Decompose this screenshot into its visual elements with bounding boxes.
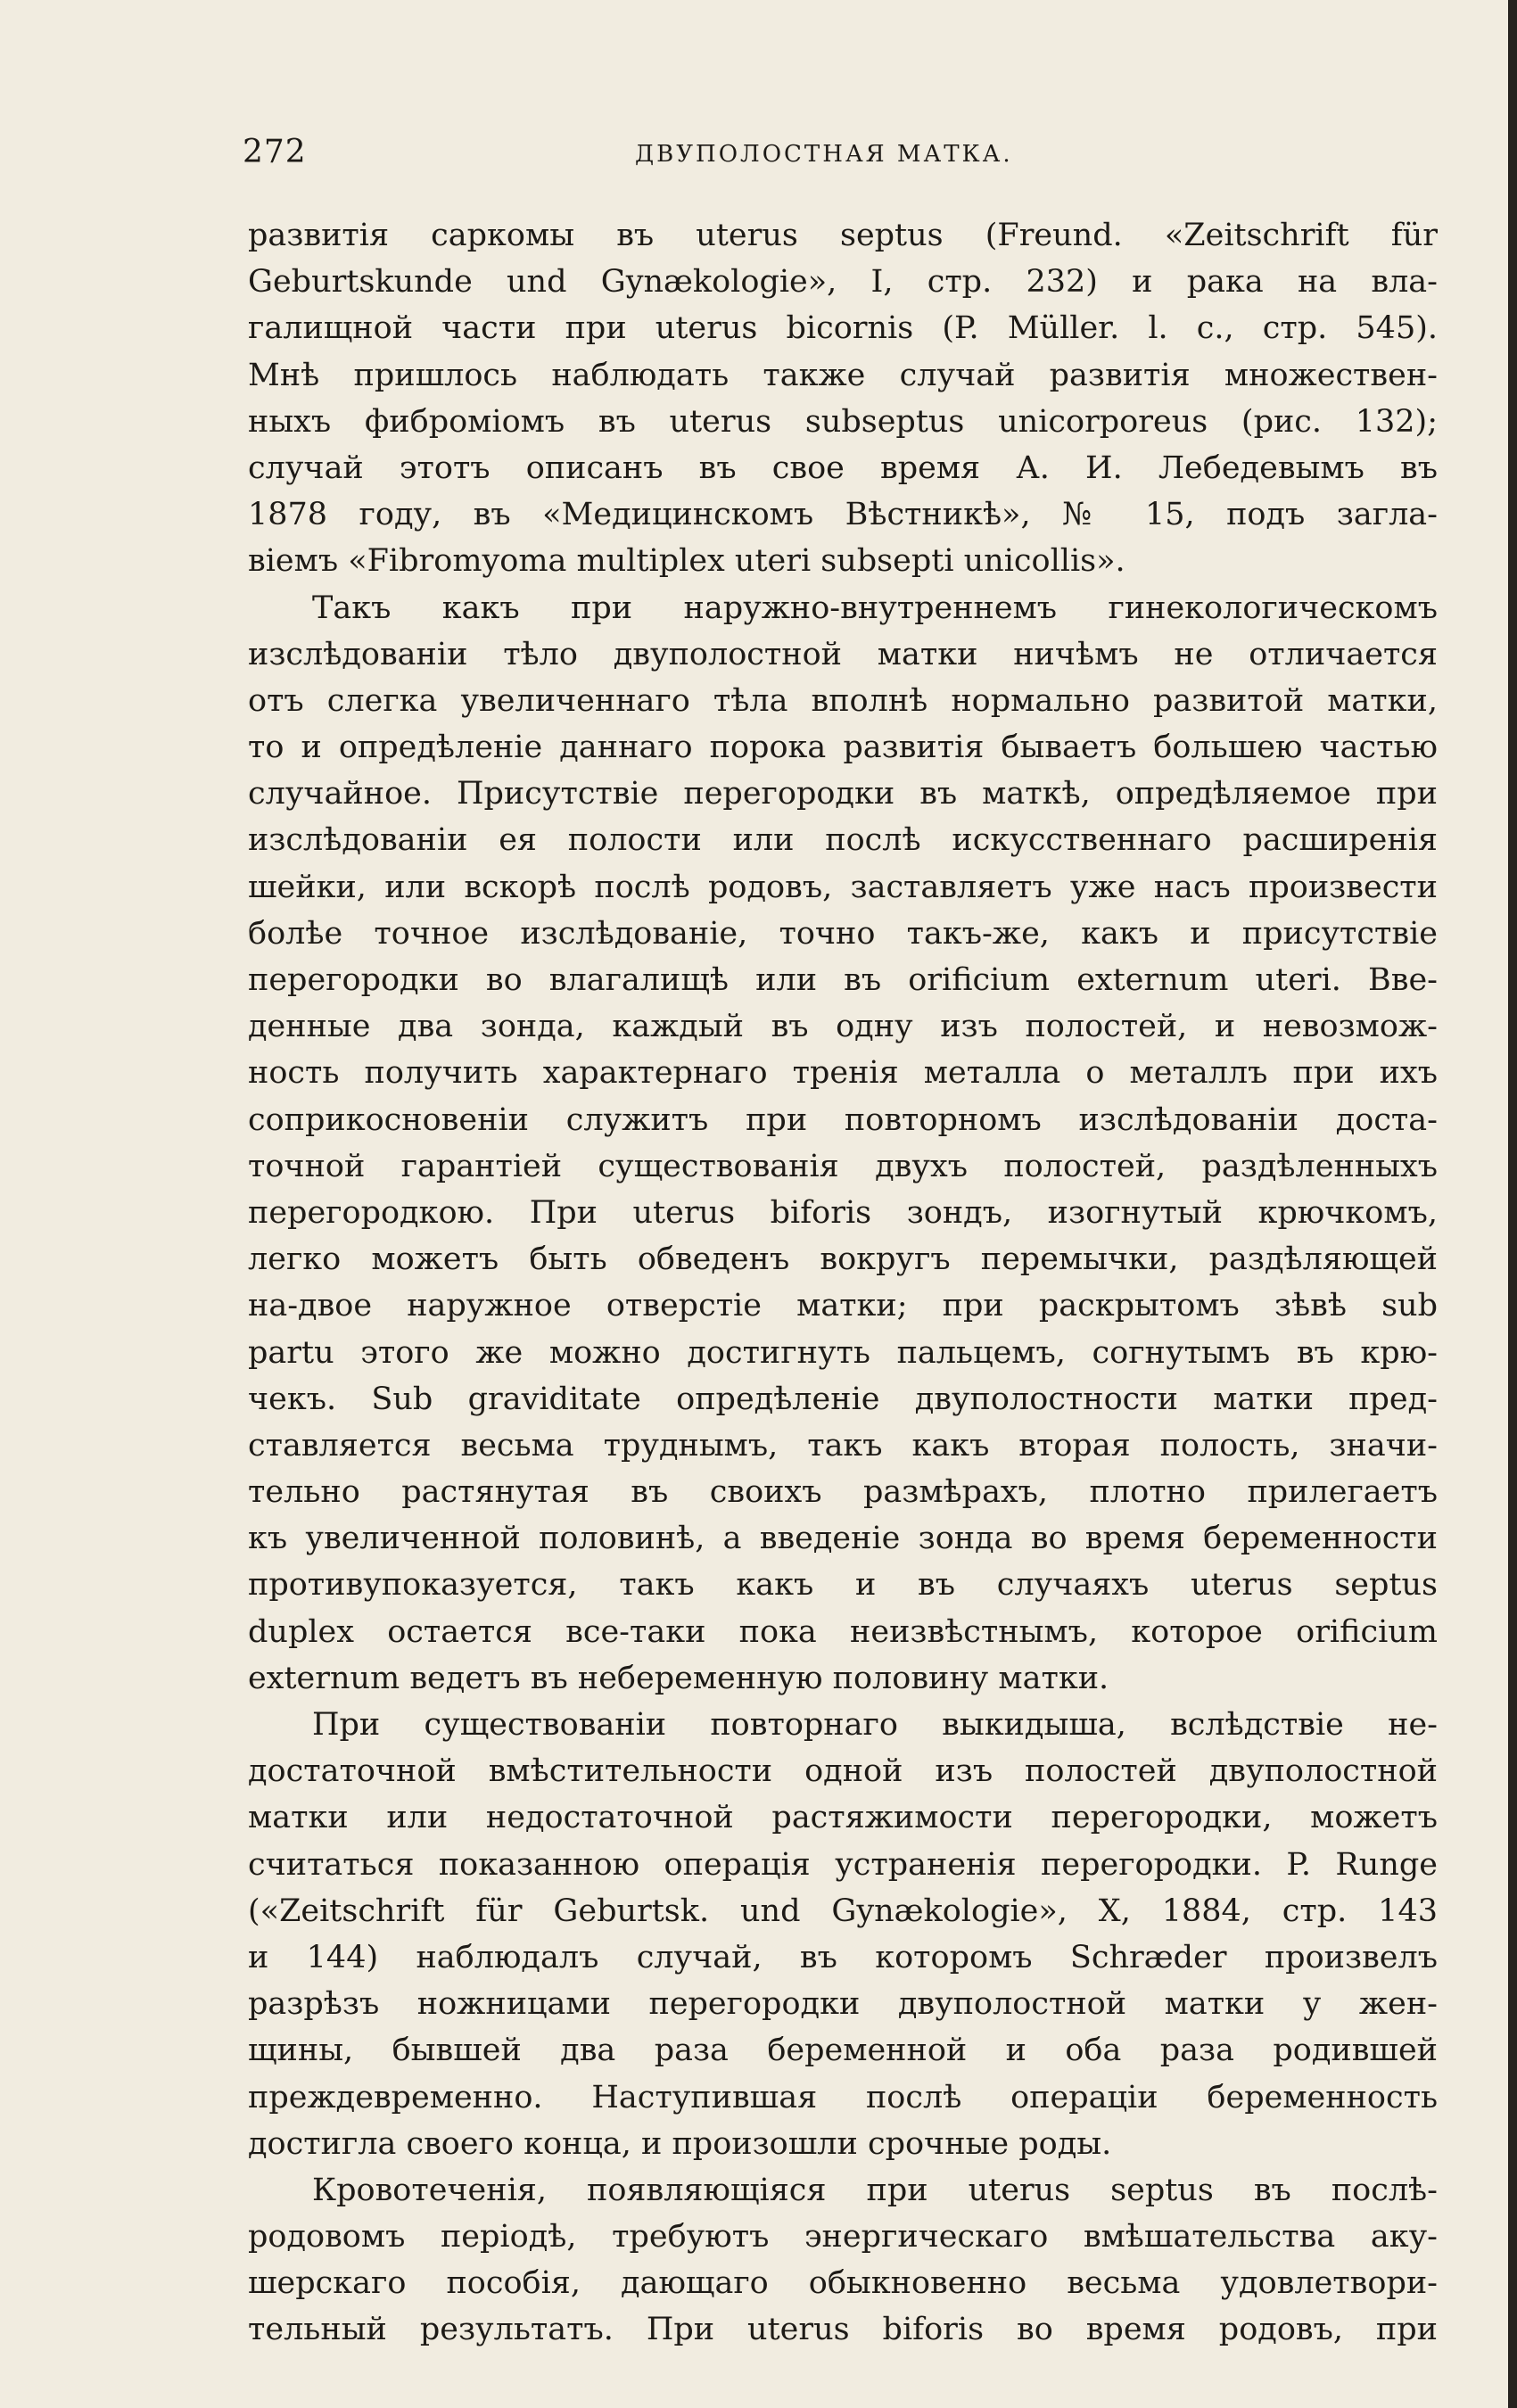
- text-line: («Zeitschrift für Geburtsk. und Gynækologie», X, 1884, стр. 143: [248, 1893, 1438, 1929]
- text-line: При существованіи повторнаго выкидыша, вслѣдствіе не-: [312, 1707, 1438, 1743]
- text-line: ныхъ фиброміомъ въ uterus subseptus unicorporeus (рис. 132);: [248, 403, 1438, 440]
- text-line: развитія саркомы въ uterus septus (Freund. «Zeitschrift für: [248, 218, 1438, 253]
- text-line: къ увеличенной половинѣ, а введеніе зонда во время беременности: [248, 1521, 1438, 1557]
- text-line: перегородкою. При uterus biforis зондъ, изогнутый крючкомъ,: [248, 1194, 1438, 1231]
- text-line: Такъ какъ при наружно-внутреннемъ гинекологическомъ: [312, 590, 1438, 626]
- text-line: то и опредѣленіе даннаго порока развитія бываетъ большею частью: [248, 730, 1438, 766]
- text-line: Geburtskunde und Gynækologie», I, стр. 232) и рака на вла-: [248, 264, 1438, 301]
- text-line: 1878 году, въ «Медицинскомъ Вѣстникѣ», № 15, подъ загла-: [248, 497, 1438, 533]
- text-line: галищной части при uterus bicornis (P. Müller. l. c., стр. 545).: [248, 310, 1438, 347]
- text-line: матки или недостаточной растяжимости перегородки, можетъ: [248, 1800, 1438, 1836]
- text-line: противупоказуется, такъ какъ и въ случаяхъ uterus septus: [248, 1567, 1438, 1604]
- text-line: и 144) наблюдалъ случай, въ которомъ Schræder произвелъ: [248, 1939, 1438, 1975]
- text-line: віемъ «Fibromyoma multiplex uteri subsepti unicollis».: [248, 543, 1125, 580]
- running-title: ДВУПОЛОСТНАЯ МАТКА.: [635, 141, 1013, 168]
- text-line: считаться показанною операція устраненія перегородки. P. Runge: [248, 1846, 1438, 1883]
- text-line: достигла своего конца, и произошли срочные роды.: [248, 2125, 1112, 2162]
- text-line: duplex остается все-таки пока неизвѣстнымъ, которое orificium: [248, 1613, 1438, 1650]
- text-line: шерскаго пособія, дающаго обыкновенно весьма удовлетвори-: [248, 2265, 1438, 2302]
- text-line: на-двое наружное отверстіе матки; при раскрытомъ зѣвѣ sub: [248, 1288, 1438, 1324]
- paragraph-1: [248, 212, 1438, 585]
- text-line: перегородки во влагалищѣ или въ orificium externum uteri. Вве-: [248, 962, 1438, 998]
- text-line: partu этого же можно достигнуть пальцемъ, согнутымъ въ крю-: [248, 1334, 1438, 1371]
- text-line: болѣе точное изслѣдованіе, точно такъ-же, какъ и присутствіе: [248, 915, 1438, 952]
- text-line: externum ведетъ въ небеременную половину матки.: [248, 1660, 1109, 1696]
- page-header: [243, 134, 1447, 169]
- text-line: легко можетъ быть обведенъ вокругъ перемычки, раздѣляющей: [248, 1241, 1438, 1278]
- text-line: Мнѣ пришлось наблюдать также случай развитія множествен-: [248, 357, 1438, 393]
- body-text: [248, 212, 1438, 2354]
- text-line: преждевременно. Наступившая послѣ операціи беременность: [248, 2079, 1438, 2115]
- text-line: Кровотеченія, появляющіяся при uterus septus въ послѣ-: [312, 2172, 1438, 2208]
- text-line: изслѣдованіи тѣло двуполостной матки ничѣмъ не отличается: [248, 636, 1438, 672]
- text-line: разрѣзъ ножницами перегородки двуполостной матки у жен-: [248, 1986, 1438, 2023]
- paragraph-4: [248, 2167, 1438, 2354]
- text-line: случайное. Присутствіе перегородки въ маткѣ, опредѣляемое при: [248, 776, 1438, 812]
- text-line: денные два зонда, каждый въ одну изъ полостей, и невозмож-: [248, 1009, 1438, 1045]
- text-line: отъ слегка увеличеннаго тѣла вполнѣ нормально развитой матки,: [248, 682, 1438, 719]
- text-line: родовомъ періодѣ, требуютъ энергическаго вмѣшательства аку-: [248, 2219, 1438, 2255]
- paragraph-3: [248, 1702, 1438, 2167]
- page-edge: [1508, 0, 1517, 2408]
- text-line: тельный результатъ. При uterus biforis во время родовъ, при: [248, 2312, 1438, 2348]
- text-line: ставляется весьма труднымъ, такъ какъ вторая полость, значи-: [248, 1427, 1438, 1464]
- text-line: ность получить характернаго тренія металла о металлъ при ихъ: [248, 1055, 1438, 1092]
- text-line: достаточной вмѣстительности одной изъ полостей двуполостной: [248, 1753, 1438, 1790]
- text-line: случай этотъ описанъ въ свое время А. И. Лебедевымъ въ: [248, 449, 1438, 486]
- text-line: чекъ. Sub graviditate опредѣленіе двуполостности матки пред-: [248, 1381, 1438, 1417]
- text-line: щины, бывшей два раза беременной и оба раза родившей: [248, 2033, 1438, 2069]
- paragraph-2: [248, 585, 1438, 1703]
- page-number: 272: [243, 134, 307, 170]
- text-line: шейки, или вскорѣ послѣ родовъ, заставляетъ уже насъ произвести: [248, 869, 1438, 905]
- text-line: изслѣдованіи ея полости или послѣ искусственнаго расширенія: [248, 822, 1438, 859]
- text-line: тельно растянутая въ своихъ размѣрахъ, плотно прилегаетъ: [248, 1474, 1438, 1511]
- text-line: точной гарантіей существованія двухъ полостей, раздѣленныхъ: [248, 1148, 1438, 1184]
- text-line: соприкосновеніи служитъ при повторномъ изслѣдованіи доста-: [248, 1101, 1438, 1138]
